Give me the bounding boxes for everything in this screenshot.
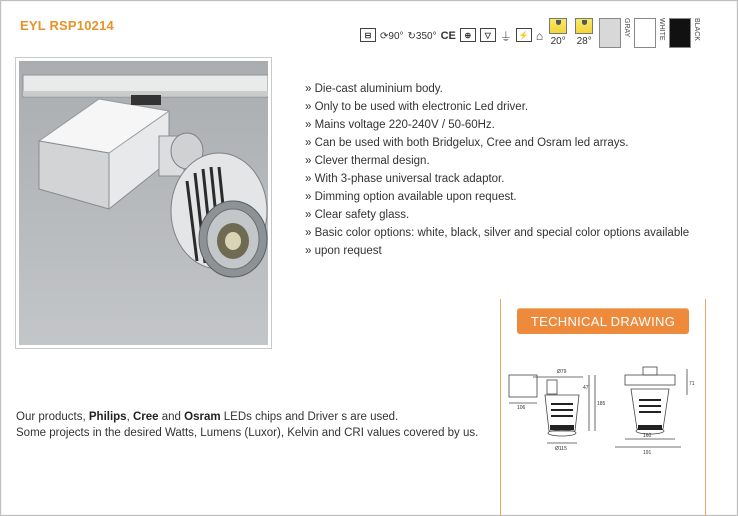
rotation-horizontal: 350° bbox=[415, 30, 437, 42]
feature-item: » Clever thermal design. bbox=[305, 152, 725, 170]
dim-d6: 160 bbox=[643, 433, 652, 439]
dim-d3: Ø115 bbox=[555, 446, 567, 452]
dim-d7: 191 bbox=[643, 450, 652, 456]
color-label-black: BLACK bbox=[693, 18, 701, 41]
bottom-line-1 bbox=[16, 409, 478, 425]
feature-item: » Only to be used with electronic Led driver. bbox=[305, 98, 725, 116]
track-icon: ⌂ bbox=[535, 29, 544, 43]
rotate-icon: ↻ 350° bbox=[407, 30, 437, 42]
color-swatch-black bbox=[669, 18, 691, 48]
beam-20-icon bbox=[547, 18, 569, 47]
brand-osram: Osram bbox=[184, 411, 221, 423]
technical-drawing bbox=[503, 355, 703, 460]
color-swatch-white bbox=[634, 18, 656, 48]
bottom-line-1-prefix: Our products, bbox=[16, 411, 89, 423]
feature-item: » Dimming option available upon request. bbox=[305, 188, 725, 206]
dim-d1: Ø79 bbox=[557, 369, 567, 375]
dim-d8: 71 bbox=[689, 381, 695, 387]
dim-d5: 185 bbox=[597, 401, 606, 407]
feature-item: » Can be used with both Bridgelux, Cree and Osram led arrays. bbox=[305, 134, 725, 152]
beam-angle-20: 20° bbox=[550, 36, 566, 47]
dim-d2: 106 bbox=[517, 405, 526, 411]
product-code: EYL RSP10214 bbox=[20, 18, 114, 33]
spec-icons-row bbox=[360, 18, 700, 52]
dim-d4: 47 bbox=[583, 385, 589, 391]
tilt-icon: ⟳ 90° bbox=[380, 30, 404, 42]
feature-item: » Clear safety glass. bbox=[305, 206, 725, 224]
color-label-white: WHITE bbox=[658, 18, 666, 41]
feature-item: » Basic color options: white, black, silver and special color options available bbox=[305, 224, 725, 242]
feature-item: » Die-cast aluminium body. bbox=[305, 80, 725, 98]
beam-28-icon bbox=[573, 18, 595, 47]
feature-item-continued: » upon request bbox=[305, 242, 725, 260]
class-icon: ⚡ bbox=[516, 28, 532, 42]
driver-icon: ⊟ bbox=[360, 28, 376, 42]
enec-icon: ⊕ bbox=[460, 28, 476, 42]
brand-separator-2: and bbox=[158, 411, 185, 423]
brand-cree: Cree bbox=[132, 411, 159, 423]
feature-item: » With 3-phase universal track adaptor. bbox=[305, 170, 725, 188]
earth-icon: ⏚ bbox=[499, 29, 512, 44]
bottom-note bbox=[16, 409, 478, 441]
bottom-line-2: Some projects in the desired Watts, Lumens (Luxor), Kelvin and CRI values covered by us. bbox=[16, 427, 479, 439]
feature-item: » Mains voltage 220-240V / 50-60Hz. bbox=[305, 116, 725, 134]
product-photo bbox=[15, 57, 272, 349]
rotation-vertical: 90° bbox=[388, 30, 404, 42]
color-label-gray: GRAY bbox=[623, 18, 631, 38]
spotlight-image bbox=[19, 61, 268, 345]
f-mark-icon: ▽ bbox=[480, 28, 496, 42]
feature-list bbox=[305, 80, 725, 260]
brand-separator-1: , bbox=[126, 411, 133, 423]
ce-mark-icon: CE bbox=[440, 30, 456, 42]
brand-philips: Philips bbox=[88, 411, 127, 423]
color-swatch-gray bbox=[599, 18, 621, 48]
technical-drawing-button[interactable]: TECHNICAL DRAWING bbox=[517, 308, 689, 334]
bottom-line-1-suffix: LEDs chips and Driver s are used. bbox=[220, 411, 399, 423]
beam-angle-28: 28° bbox=[576, 36, 592, 47]
